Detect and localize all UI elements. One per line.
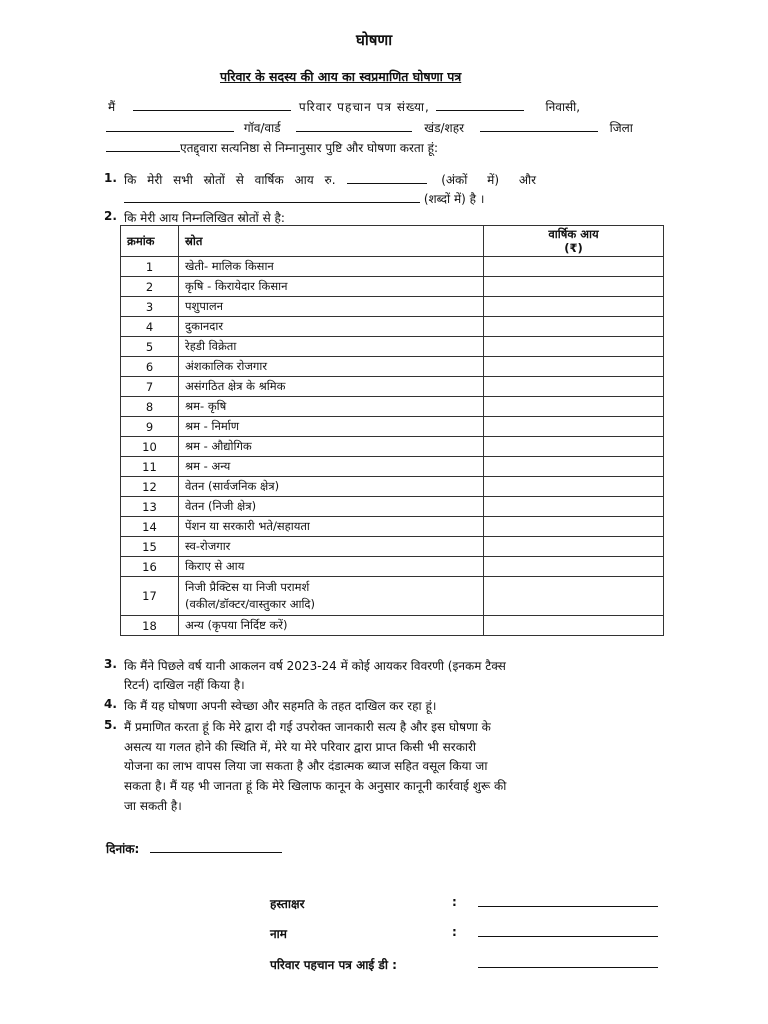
page-subtitle: परिवार के सदस्य की आय का स्वप्रमाणित घोषणा पत्र xyxy=(220,69,462,84)
resident-label: निवासी, xyxy=(545,100,581,114)
income-cell[interactable] xyxy=(484,377,664,397)
income-header-label: वार्षिक आय xyxy=(548,227,599,241)
source-cell xyxy=(179,517,484,537)
source-cell xyxy=(179,577,484,616)
source-cell xyxy=(179,377,484,397)
point-1-number: 1. xyxy=(104,171,117,185)
source-cell xyxy=(179,616,484,636)
income-cell[interactable] xyxy=(484,437,664,457)
source-cell xyxy=(179,497,484,517)
serial-cell: 2 xyxy=(121,277,179,297)
source-text: श्रम - अन्य xyxy=(185,459,231,473)
table-row xyxy=(121,377,664,397)
source-text: श्रम- कृषि xyxy=(185,399,227,413)
source-text: अंशकालिक रोजगार xyxy=(185,359,268,373)
point-3-line-1: कि मैंने पिछले वर्ष यानी आकलन वर्ष 2023-24 में कोई आयकर विवरणी (इनकम टैक्स xyxy=(124,659,506,673)
annual-income-text: कि मेरी सभी स्रोतों से वार्षिक आय रु. xyxy=(124,173,336,187)
table-row xyxy=(121,297,664,317)
table-row xyxy=(121,417,664,437)
table-row xyxy=(121,357,664,377)
page-title: घोषणा xyxy=(356,31,393,49)
serial-cell: 6 xyxy=(121,357,179,377)
table-row xyxy=(121,277,664,297)
serial-cell: 16 xyxy=(121,557,179,577)
source-cell xyxy=(179,437,484,457)
date-blank[interactable] xyxy=(150,852,282,853)
table-row xyxy=(121,457,664,477)
point-4-number: 4. xyxy=(104,697,117,711)
source-cell xyxy=(179,417,484,437)
income-cell[interactable] xyxy=(484,337,664,357)
serial-cell: 5 xyxy=(121,337,179,357)
source-text: स्व-रोजगार xyxy=(185,539,231,553)
in-figures-label: (अंकों में) और xyxy=(441,173,537,187)
point-2-text: कि मेरी आय निम्नलिखित स्रोतों से है: xyxy=(124,211,285,225)
source-text: पेंशन या सरकारी भते/सहायता xyxy=(185,519,310,533)
intro-main-label: मैं xyxy=(108,100,116,114)
serial-cell: 4 xyxy=(121,317,179,337)
source-cell xyxy=(179,277,484,297)
signature-colon: : xyxy=(452,895,457,909)
income-cell[interactable] xyxy=(484,277,664,297)
serial-cell: 10 xyxy=(121,437,179,457)
point-5-number: 5. xyxy=(104,718,117,732)
signature-blank[interactable] xyxy=(478,906,658,907)
source-cell xyxy=(179,337,484,357)
source-cell xyxy=(179,297,484,317)
income-cell[interactable] xyxy=(484,297,664,317)
district-label: जिला xyxy=(609,121,633,135)
point-1-line-2 xyxy=(124,190,484,207)
source-text: किराए से आय xyxy=(185,559,245,573)
source-cell xyxy=(179,557,484,577)
income-cell[interactable] xyxy=(484,397,664,417)
family-id-sign-label: परिवार पहचान पत्र आई डी : xyxy=(270,958,397,972)
table-row xyxy=(121,477,664,497)
source-cell xyxy=(179,357,484,377)
district-blank[interactable] xyxy=(480,119,598,132)
source-text: श्रम - औद्योगिक xyxy=(185,439,252,453)
income-cell[interactable] xyxy=(484,417,664,437)
table-row xyxy=(121,557,664,577)
serial-cell: 18 xyxy=(121,616,179,636)
source-text: असंगठित क्षेत्र के श्रमिक xyxy=(185,379,286,393)
source-text: वेतन (निजी क्षेत्र) xyxy=(185,499,257,513)
income-header xyxy=(484,226,664,257)
income-cell[interactable] xyxy=(484,577,664,616)
declarant-blank[interactable] xyxy=(106,139,180,152)
village-ward-label: गॉव/वार्ड xyxy=(243,121,281,135)
serial-cell: 1 xyxy=(121,257,179,277)
serial-cell: 13 xyxy=(121,497,179,517)
point-3-line-2: रिटर्न) दाखिल नहीं किया है। xyxy=(124,678,245,692)
income-cell[interactable] xyxy=(484,557,664,577)
source-text: अन्य (कृपया निर्दिष्ट करें) xyxy=(185,618,288,632)
point-3-number: 3. xyxy=(104,657,117,671)
income-cell[interactable] xyxy=(484,457,664,477)
income-cell[interactable] xyxy=(484,477,664,497)
name-colon: : xyxy=(452,925,457,939)
source-header: स्रोत xyxy=(179,226,484,257)
point-1-line-1 xyxy=(124,171,536,188)
source-text-detail: (वकील/डॉक्टर/वास्तुकार आदि) xyxy=(185,597,316,611)
income-words-blank[interactable] xyxy=(124,190,420,203)
income-cell[interactable] xyxy=(484,497,664,517)
table-row xyxy=(121,577,664,616)
source-text: वेतन (सार्वजनिक क्षेत्र) xyxy=(185,479,280,493)
village-blank[interactable] xyxy=(106,119,234,132)
source-text: दुकानदार xyxy=(185,319,224,333)
intro-line-2 xyxy=(106,119,633,136)
table-row xyxy=(121,537,664,557)
table-row xyxy=(121,497,664,517)
income-header-unit: (₹) xyxy=(564,241,583,255)
source-cell xyxy=(179,537,484,557)
point-5-line-2: असत्य या गलत होने की स्थिति में, मेरे या मेरे परिवार द्वारा प्राप्त किसी भी सरकारी xyxy=(124,740,477,754)
block-city-label: खंड/शहर xyxy=(424,121,464,135)
intro-line-1 xyxy=(108,98,580,115)
income-cell[interactable] xyxy=(484,537,664,557)
source-text: श्रम - निर्माण xyxy=(185,419,240,433)
declaration-intro-text: एतद्द्वारा सत्यनिष्ठा से निम्नानुसार पुष्टि और घोषणा करता हूं: xyxy=(180,141,439,155)
income-cell[interactable] xyxy=(484,317,664,337)
income-cell[interactable] xyxy=(484,517,664,537)
source-cell xyxy=(179,477,484,497)
signature-label: हस्ताक्षर xyxy=(270,897,305,911)
source-cell xyxy=(179,317,484,337)
source-text: निजी प्रैक्टिस या निजी परामर्श xyxy=(185,580,310,594)
name-label: नाम xyxy=(270,927,287,941)
serial-cell: 8 xyxy=(121,397,179,417)
date-label: दिनांक: xyxy=(106,842,140,856)
serial-cell: 11 xyxy=(121,457,179,477)
table-body xyxy=(121,257,664,636)
source-cell xyxy=(179,257,484,277)
point-5-line-4: सकता है। मैं यह भी जानता हूं कि मेरे खिलाफ कानून के अनुसार कानूनी कार्रवाई शुरू की xyxy=(124,779,507,793)
point-5-line-3: योजना का लाभ वापस लिया जा सकता है और दंडात्मक ब्याज सहित वसूल किया जा xyxy=(124,759,488,773)
income-source-table xyxy=(120,225,664,636)
point-2-number: 2. xyxy=(104,209,117,223)
table-row xyxy=(121,517,664,537)
point-4-text: कि मैं यह घोषणा अपनी स्वेच्छा और सहमति के तहत दाखिल कर रहा हूं। xyxy=(124,699,437,713)
family-id-sign-blank[interactable] xyxy=(478,967,658,968)
family-id-blank[interactable] xyxy=(436,98,524,111)
family-id-label: परिवार पहचान पत्र संख्या, xyxy=(298,100,430,114)
income-cell[interactable] xyxy=(484,257,664,277)
table-row xyxy=(121,337,664,357)
point-5-line-1: मैं प्रमाणित करता हूं कि मेरे द्वारा दी गई उपरोक्त जानकारी सत्य है और इस घोषणा के xyxy=(124,720,491,734)
source-text: कृषि - किरायेदार किसान xyxy=(185,279,288,293)
income-cell[interactable] xyxy=(484,616,664,636)
serial-cell: 12 xyxy=(121,477,179,497)
table-row xyxy=(121,257,664,277)
serial-cell: 9 xyxy=(121,417,179,437)
source-text: रेहडी विक्रेता xyxy=(185,339,237,353)
block-blank[interactable] xyxy=(296,119,412,132)
name-signature-blank[interactable] xyxy=(478,936,658,937)
source-text: खेती- मालिक किसान xyxy=(185,259,274,273)
table-row xyxy=(121,397,664,417)
point-5-line-5: जा सकती है। xyxy=(124,799,182,813)
income-cell[interactable] xyxy=(484,357,664,377)
intro-line-3 xyxy=(106,139,438,156)
serial-cell: 3 xyxy=(121,297,179,317)
serial-cell: 14 xyxy=(121,517,179,537)
source-cell xyxy=(179,397,484,417)
table-row xyxy=(121,616,664,636)
income-figures-blank[interactable] xyxy=(347,171,427,184)
table-row xyxy=(121,317,664,337)
name-blank[interactable] xyxy=(133,98,291,111)
table-row xyxy=(121,437,664,457)
in-words-label: (शब्दों में) है । xyxy=(423,192,485,206)
source-text: पशुपालन xyxy=(185,299,224,313)
source-cell xyxy=(179,457,484,477)
serial-cell: 15 xyxy=(121,537,179,557)
serial-header: क्रमांक xyxy=(121,226,179,257)
serial-cell: 7 xyxy=(121,377,179,397)
table-header-row xyxy=(121,226,664,257)
serial-cell: 17 xyxy=(121,577,179,616)
